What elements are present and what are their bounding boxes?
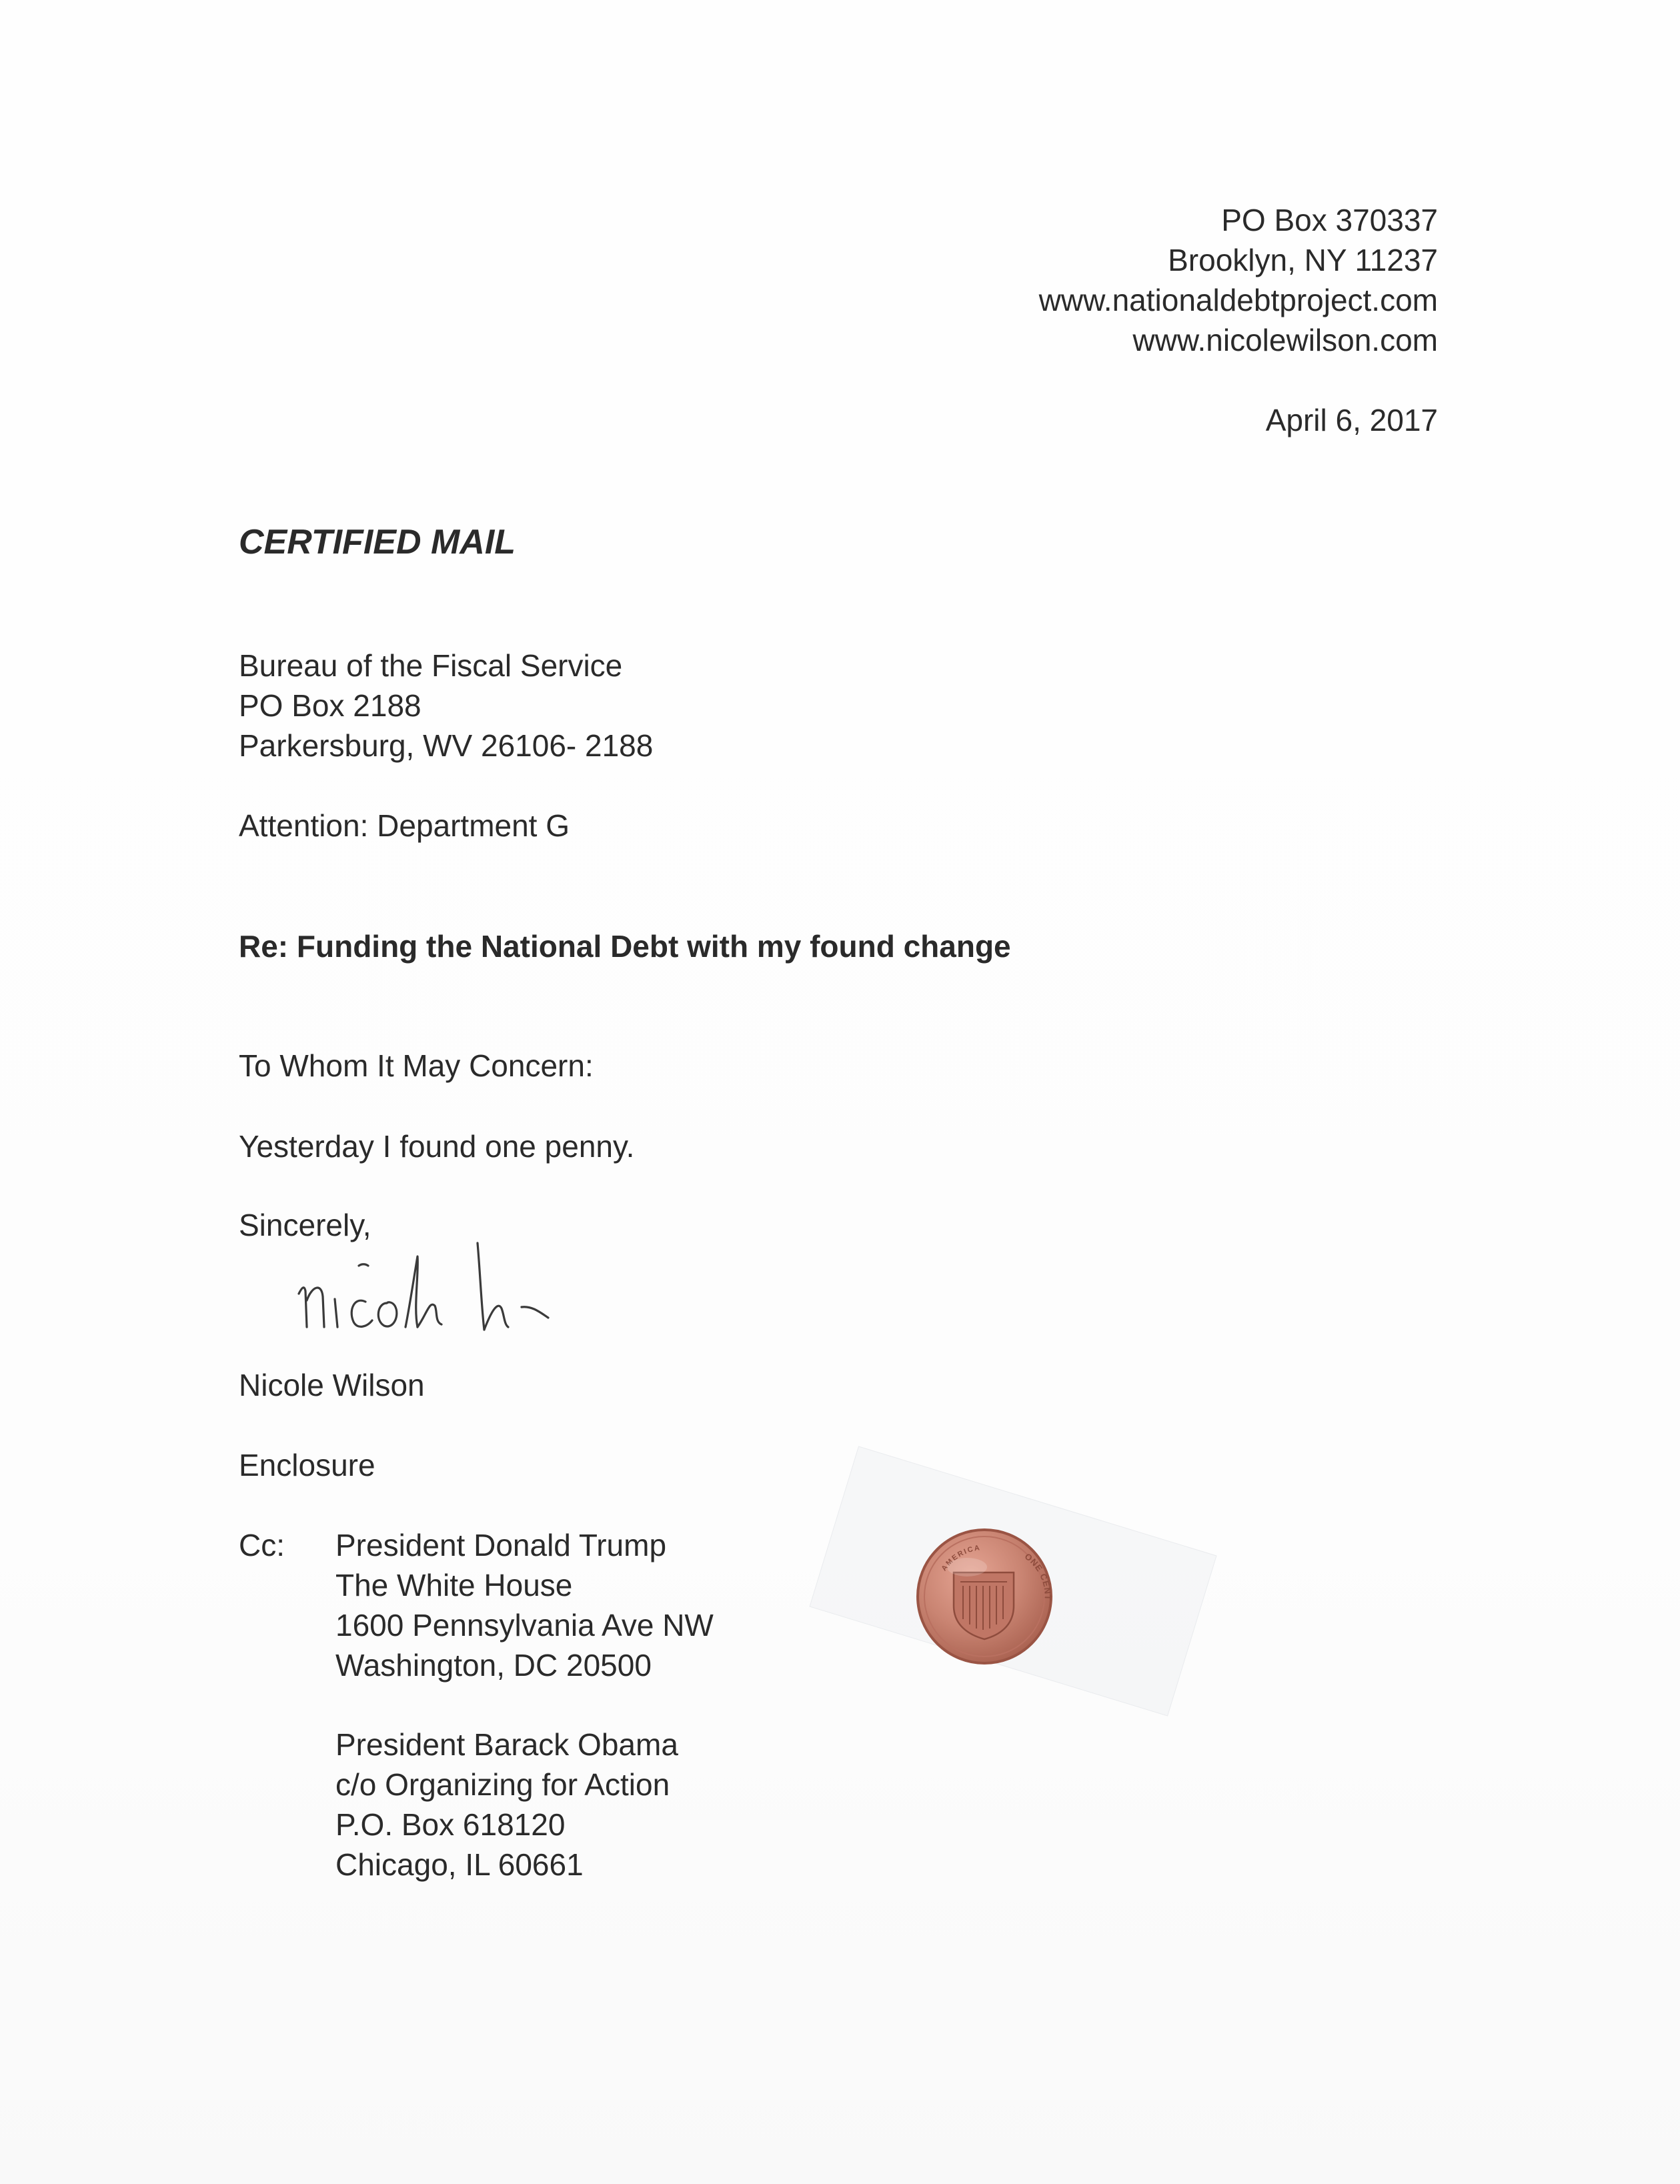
recipient-address [239,646,653,766]
sender-website-2: www.nicolewilson.com [1132,323,1438,357]
recipient-city: Parkersburg, WV 26106- 2188 [239,728,654,763]
attention-line: Attention: Department G [239,808,570,843]
sender-website-1: www.nationaldebtproject.com [1038,283,1438,317]
recipient-name: Bureau of the Fiscal Service [239,648,623,683]
penny-coin-image [914,1526,1055,1667]
closing: Sincerely, [239,1208,371,1242]
sender-po-box: PO Box 370337 [1221,203,1438,237]
coin-rim-text-side: ONE CENT [1022,1551,1053,1601]
sender-address [1039,200,1438,360]
certified-mail-heading: CERTIFIED MAIL [239,523,516,562]
cc-recipient-2-line-3: P.O. Box 618120 [335,1807,566,1842]
enclosure-note: Enclosure [239,1448,375,1482]
cc-recipient-1 [335,1525,714,1685]
cc-recipient-1-line-3: 1600 Pennsylvania Ave NW [335,1608,714,1643]
sender-city: Brooklyn, NY 11237 [1168,243,1438,277]
cc-recipient-1-line-2: The White House [335,1568,573,1602]
cc-recipient-1-name: President Donald Trump [335,1528,667,1562]
coin-rim-text-top: AMERICA [940,1544,982,1573]
subject-line: Re: Funding the National Debt with my found change [239,929,1011,964]
cc-recipient-2-line-4: Chicago, IL 60661 [335,1847,584,1882]
salutation: To Whom It May Concern: [239,1048,594,1083]
signer-name: Nicole Wilson [239,1368,425,1402]
cc-recipient-2-name: President Barack Obama [335,1727,678,1762]
cc-recipient-2-line-2: c/o Organizing for Action [335,1767,670,1802]
cc-recipient-1-line-4: Washington, DC 20500 [335,1648,652,1683]
letter-body: Yesterday I found one penny. [239,1129,635,1164]
handwritten-signature [287,1227,667,1340]
cc-recipient-2 [335,1725,678,1885]
cc-label: Cc: [239,1528,285,1562]
letter-date: April 6, 2017 [1265,403,1438,437]
recipient-po-box: PO Box 2188 [239,688,422,723]
